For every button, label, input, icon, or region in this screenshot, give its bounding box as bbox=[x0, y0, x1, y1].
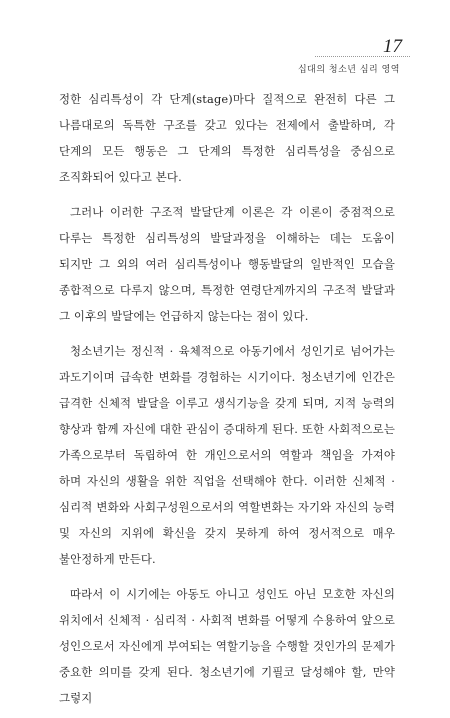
paragraph-2: 그러나 이러한 구조적 발달단계 이론은 각 이론이 중점적으로 다루는 특정한 심리특성의 발달과정을 이해하는 데는 도움이 되지만 그 외의 여러 심리특성이나 행동발달의 일반적인 모습을 종합적으로 다루지 않으며, 특정한 연령단계까지의 구조적 발달과 그 이후의 발달에는 언급하지 않는다는 점이 있다. bbox=[59, 205, 395, 323]
header-divider bbox=[315, 56, 410, 57]
paragraph-3: 청소년기는 정신적 · 육체적으로 아동기에서 성인기로 넘어가는 과도기이며 급속한 변화를 경험하는 시기이다. 청소년기에 인간은 급격한 신체적 발달을 이루고 생식기능을 갖게 되며, 지적 능력의 향상과 함께 자신에 대한 관심이 증대하게 된다. 또한 사회적으로는 가족으로부터 독립하여 한 개인으로서의 역할과 책임을 가져야 하며 자신의 생활을 위한 직업을 선택해야 한다. 이러한 신체적 · 심리적 변화와 사회구성원으로서의 역할변화는 자기와 자신의 능력 및 자신의 지위에 확신을 갖지 못하게 하여 정서적으로 매우 불안정하게 만든다. bbox=[59, 344, 395, 566]
paragraph-1: 정한 심리특성이 각 단계(stage)마다 질적으로 완전히 다른 그 나름대로의 독특한 구조를 갖고 있다는 전제에서 출발하며, 각 단계의 모든 행동은 그 단계의 특정한 심리특성을 중심으로 조직화되어 있다고 본다. bbox=[59, 92, 395, 184]
body-text bbox=[59, 86, 395, 711]
paragraph-4: 따라서 이 시기에는 아동도 아니고 성인도 아닌 모호한 자신의 위치에서 신체적 · 심리적 · 사회적 변화를 어떻게 수용하여 앞으로 성인으로서 자신에게 부여되는 역할기능을 수행할 것인가의 문제가 중요한 의미를 갖게 된다. 청소년기에 기필코 달성해야 할, 만약 그렇지 bbox=[59, 587, 395, 705]
page-number: 17 bbox=[383, 36, 402, 57]
running-header: 십대의 청소년 심리 영역 bbox=[297, 65, 400, 75]
